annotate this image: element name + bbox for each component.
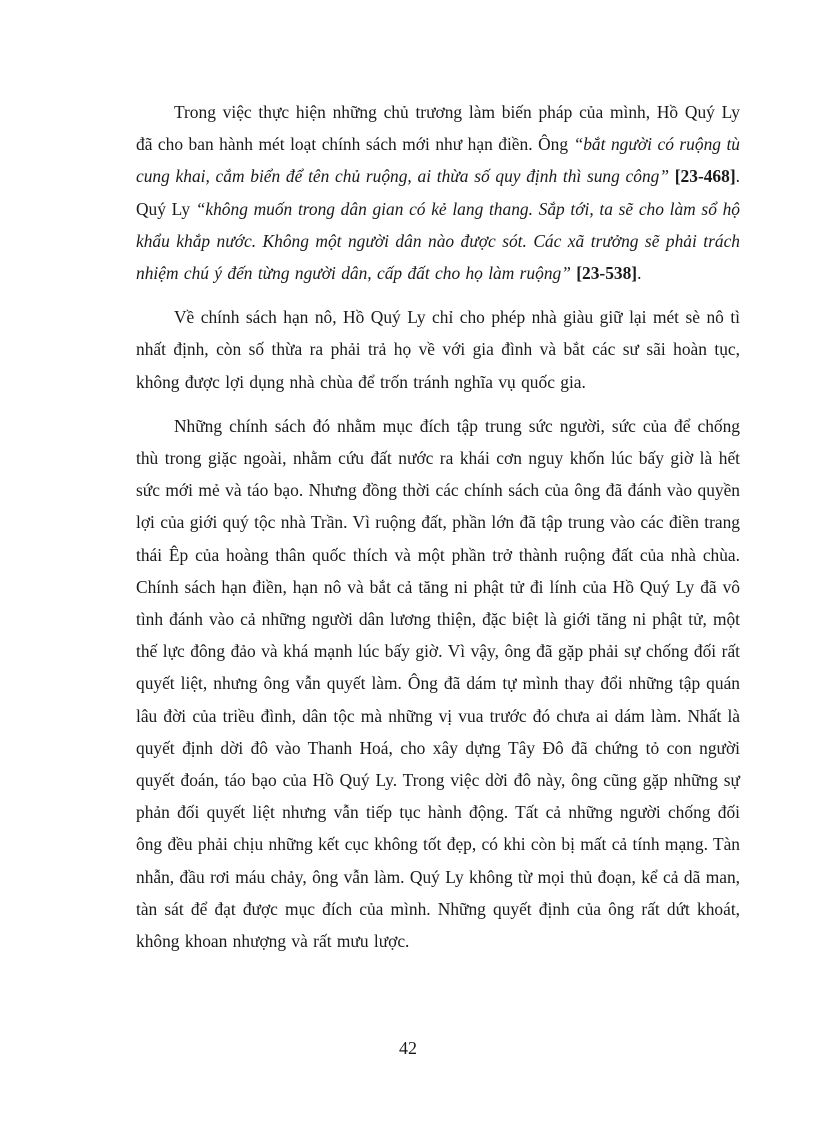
paragraph-1-text-1: Trong việc thực hiện những chủ trương làm biến pháp của mình, Hồ Quý Ly đã cho ban hành mét loạt chính sách mới như hạn điền. Ông: [136, 102, 740, 155]
paragraph-3-text: Những chính sách đó nhằm mục đích tập trung sức người, sức của để chống thù trong giặc ngoài, nhằm cứu đất nước ra khái cơn nguy khốn lúc bấy giờ là hết sức mới mẻ và táo bạo. Nhưng đồng thời các chính sách của ông đã đánh vào quyền lợi của giới quý tộc nhà Trần. Vì ruộng đất, phần lớn đã tập trung vào các điền trang thái Êp của hoàng thân quốc thích và một phần trở thành ruộng đất của nhà chùa. Chính sách hạn điền, hạn nô và bắt cả tăng ni phật tử đi lính của Hồ Quý Ly đã vô tình đánh vào cả những người dân lương thiện, đặc biệt là giới tăng ni phật tử, một thế lực đông đảo và khá mạnh lúc bấy giờ. Vì vậy, ông đã gặp phải sự chống đối rất quyết liệt, nhưng ông vẫn quyết làm. Ông đã dám tự mình thay đổi những tập quán lâu đời của triều đình, dân tộc mà những vị vua trước đó chưa ai dám làm. Nhất là quyết định dời đô vào Thanh Hoá, cho xây dựng Tây Đô đã chứng tỏ con người quyết đoán, táo bạo của Hồ Quý Ly. Trong việc dời đô này, ông cũng gặp những sự phản đối quyết liệt nhưng vẫn tiếp tục hành động. Tất cả những người chống đối ông đều phải chịu những kết cục không tốt đẹp, có khi còn bị mất cả tính mạng. Tàn nhẫn, đầu rơi máu chảy, ông vẫn làm. Quý Ly không từ mọi thủ đoạn, kể cả dã man, tàn sát để đạt được mục đích của mình. Những quyết định của ông rất dứt khoát, không khoan nhượng và rất mưu lược.: [136, 415, 740, 952]
document-body: [136, 96, 740, 969]
paragraph-1: [136, 96, 740, 289]
paragraph-1-citation-1: [23-468]: [674, 166, 736, 187]
paragraph-1-text-3: .: [637, 263, 642, 284]
paragraph-1-quote-1: “bắt người có ruộng tù cung khai, cắm biển để tên chủ ruộng, ai thừa số quy định thì sung công”: [136, 134, 740, 187]
paragraph-1-text-2: . Quý Ly: [136, 166, 740, 219]
paragraph-3: [136, 410, 740, 957]
page-number: 42: [399, 1038, 417, 1058]
paragraph-1-citation-2: [23-538]: [576, 263, 638, 284]
paragraph-1-quote-2: “không muốn trong dân gian có kẻ lang thang. Sắp tới, ta sẽ cho làm sổ hộ khẩu khắp nước. Không một người dân nào được sót. Các xã trưởng sẽ phải trách nhiệm chú ý đến từng người dân, cấp đất cho họ làm ruộng”: [136, 198, 740, 284]
paragraph-2-text: Về chính sách hạn nô, Hồ Quý Ly chỉ cho phép nhà giàu giữ lại mét sè nô tì nhất định, còn số thừa ra phải trả họ về với gia đình và bắt các sư sãi hoàn tục, không được lợi dụng nhà chùa để trốn tránh nghĩa vụ quốc gia.: [136, 307, 740, 392]
paragraph-2: [136, 301, 740, 398]
